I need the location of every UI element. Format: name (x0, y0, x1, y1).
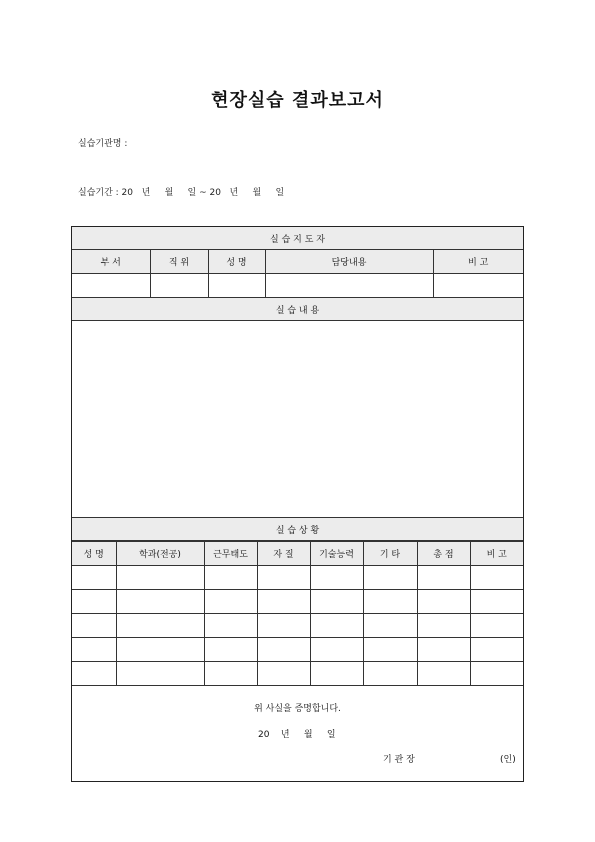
status-table (72, 541, 523, 686)
status-cell[interactable] (257, 662, 310, 686)
col-header-etc: 기 타 (363, 542, 417, 566)
status-cell[interactable] (363, 662, 417, 686)
instructor-section-header: 실 습 지 도 자 (72, 227, 523, 250)
status-cell[interactable] (72, 590, 116, 614)
certify-text: 위 사실을 증명합니다. (254, 704, 341, 714)
status-cell[interactable] (417, 614, 470, 638)
practice-period-field: 실습기간 : 20 년 월 일 ~ 20 년 월 일 (78, 188, 285, 198)
status-cell[interactable] (116, 614, 204, 638)
status-cell[interactable] (470, 566, 523, 590)
status-cell[interactable] (116, 638, 204, 662)
col-header-remarks: 비 고 (470, 542, 523, 566)
cell-department[interactable] (72, 274, 150, 298)
status-cell[interactable] (470, 614, 523, 638)
status-cell[interactable] (417, 638, 470, 662)
status-cell[interactable] (257, 566, 310, 590)
seal-mark: (인) (500, 755, 516, 765)
status-cell[interactable] (116, 566, 204, 590)
content-section-header: 실 습 내 용 (72, 298, 523, 321)
status-row (72, 590, 523, 614)
cell-position[interactable] (150, 274, 208, 298)
status-cell[interactable] (310, 662, 363, 686)
status-cell[interactable] (204, 566, 257, 590)
status-row (72, 638, 523, 662)
status-cell[interactable] (417, 662, 470, 686)
content-area[interactable] (72, 321, 523, 518)
status-cell[interactable] (72, 662, 116, 686)
instructor-row (72, 274, 523, 298)
status-cell[interactable] (470, 662, 523, 686)
status-cell[interactable] (363, 590, 417, 614)
col-header-total: 총 점 (417, 542, 470, 566)
status-cell[interactable] (417, 566, 470, 590)
cell-note[interactable] (433, 274, 523, 298)
col-header-department: 부 서 (72, 250, 150, 274)
status-cell[interactable] (310, 590, 363, 614)
cell-duty[interactable] (265, 274, 433, 298)
status-cell[interactable] (470, 638, 523, 662)
status-row (72, 614, 523, 638)
col-header-duty: 담당내용 (265, 250, 433, 274)
status-cell[interactable] (310, 638, 363, 662)
status-cell[interactable] (72, 614, 116, 638)
status-cell[interactable] (72, 566, 116, 590)
col-header-position: 직 위 (150, 250, 208, 274)
institution-head-label: 기 관 장 (383, 755, 415, 765)
status-section-header: 실 습 상 황 (72, 518, 523, 541)
col-header-aptitude: 자 질 (257, 542, 310, 566)
status-cell[interactable] (116, 662, 204, 686)
status-row (72, 662, 523, 686)
institution-name-field: 실습기관명 : (78, 139, 128, 149)
col-header-major: 학과(전공) (116, 542, 204, 566)
status-cell[interactable] (363, 566, 417, 590)
status-cell[interactable] (72, 638, 116, 662)
status-cell[interactable] (257, 638, 310, 662)
status-cell[interactable] (417, 590, 470, 614)
col-header-attitude: 근무태도 (204, 542, 257, 566)
document-title: 현장실습 결과보고서 (211, 90, 384, 111)
status-cell[interactable] (204, 614, 257, 638)
status-cell[interactable] (363, 638, 417, 662)
status-cell[interactable] (204, 662, 257, 686)
status-cell[interactable] (116, 590, 204, 614)
report-form (71, 226, 524, 782)
status-cell[interactable] (470, 590, 523, 614)
certification-footer (72, 686, 523, 774)
status-cell[interactable] (310, 614, 363, 638)
cell-name[interactable] (208, 274, 265, 298)
col-header-skill: 기술능력 (310, 542, 363, 566)
col-header-student-name: 성 명 (72, 542, 116, 566)
status-cell[interactable] (363, 614, 417, 638)
col-header-note: 비 고 (433, 250, 523, 274)
status-cell[interactable] (204, 590, 257, 614)
status-cell[interactable] (204, 638, 257, 662)
status-cell[interactable] (257, 590, 310, 614)
certify-date: 20 년 월 일 (258, 730, 336, 740)
status-row (72, 566, 523, 590)
col-header-name: 성 명 (208, 250, 265, 274)
status-cell[interactable] (257, 614, 310, 638)
status-cell[interactable] (310, 566, 363, 590)
instructor-table (72, 227, 523, 541)
